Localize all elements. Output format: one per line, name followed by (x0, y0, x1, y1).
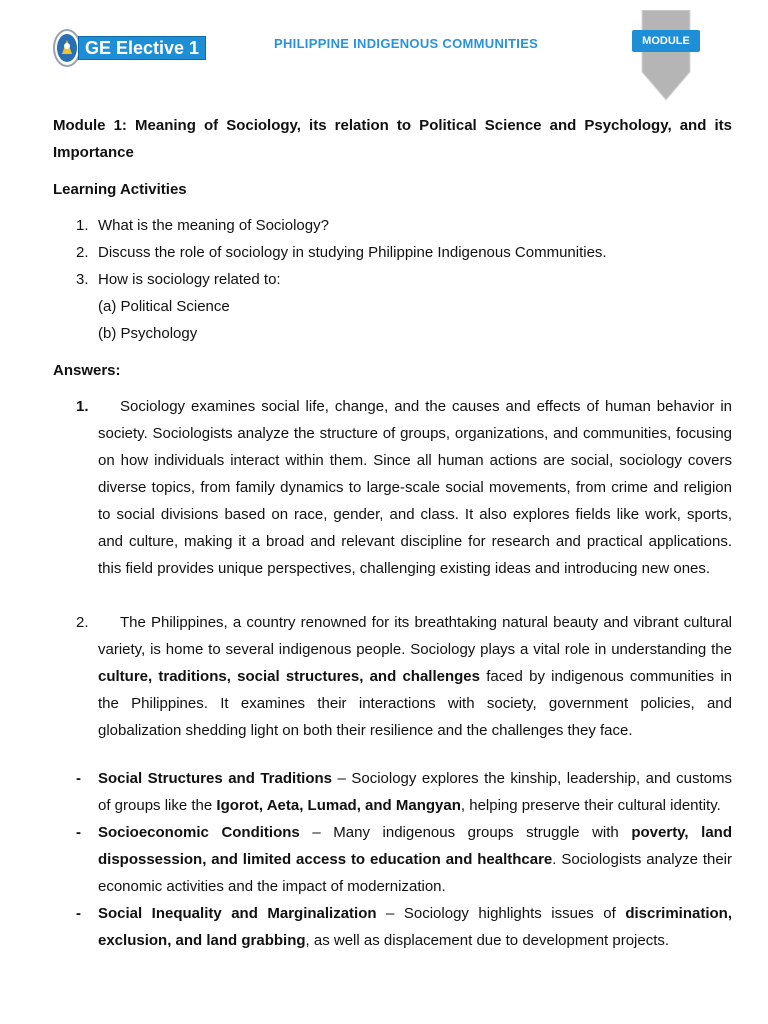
bullet-title: Social Structures and Traditions (98, 770, 333, 787)
answer-1 (53, 393, 732, 582)
answer-number: 2. (76, 614, 89, 631)
bullet-title: Social Inequality and Marginalization (98, 905, 377, 922)
sub-item-text: (b) Psychology (98, 325, 198, 342)
list-item (53, 239, 732, 266)
learning-activities-heading: Learning Activities (53, 181, 187, 198)
sub-item-text: (a) Political Science (98, 298, 230, 315)
list-item (53, 266, 732, 293)
bullet-text: , as well as displacement due to development projects. (305, 932, 670, 949)
bullet-text: – Sociology highlights issues of (386, 905, 616, 922)
answer-text: faced by indigenous communities in the Philippines. It examines their interactions with society, government policies, and globalization shedding light on both their resilience and the challenges they face. (98, 668, 732, 739)
bullet-text: – Sociology explores the kinship, leadership, and customs of groups like the (98, 770, 733, 814)
answer-2 (53, 609, 732, 744)
sub-item (53, 293, 732, 320)
list-number: 3. (76, 271, 89, 288)
bullet-item (53, 819, 732, 900)
document-body (53, 112, 732, 954)
page-header (0, 0, 768, 105)
answer-text: Sociology examines social life, change, and the causes and effects of human behavior in society. Sociologists analyze the structure of groups, organizations, and communities, focusing on how individuals interact within them. Since all human actions are social, sociology covers diverse topics, from family dynamics to large-scale social movements, from crime and religion to social divisions based on race, gender, and class. It also explores fields like work, sports, and culture, making it a broad and relevant discipline for research and practical applications. this field provides unique perspectives, challenging existing ideas and introducing new ones. (98, 398, 732, 577)
badge-arrow-icon (632, 10, 700, 102)
answers-heading: Answers: (53, 362, 121, 379)
module-badge (632, 10, 700, 102)
bullet-text: . Sociologists analyze their economic activities and the impact of modernization. (98, 851, 732, 895)
sub-item (53, 320, 732, 347)
bullet-item (53, 765, 732, 819)
bullet-emphasis: discrimination, exclusion, and land grabbing (98, 905, 732, 949)
answer-emphasis: culture, traditions, social structures, and challenges (98, 668, 480, 685)
list-number: 2. (76, 244, 89, 261)
learning-activities-list (53, 212, 732, 347)
bullet-item (53, 900, 732, 954)
list-item (53, 212, 732, 239)
list-text: Discuss the role of sociology in studying Philippine Indigenous Communities. (98, 244, 607, 261)
course-logo (52, 28, 212, 72)
module-title: Module 1: Meaning of Sociology, its relation to Political Science and Psychology, and its Importance (53, 117, 732, 161)
bullet-emphasis: poverty, land dispossession, and limited access to education and healthcare (98, 824, 732, 868)
bullet-text: – Many indigenous groups struggle with (312, 824, 619, 841)
badge-label: MODULE (632, 30, 700, 52)
answer-number: 1. (76, 398, 89, 415)
bullet-list (53, 765, 732, 954)
bullet-title: Socioeconomic Conditions (98, 824, 300, 841)
bullet-emphasis: Igorot, Aeta, Lumad, and Mangyan (216, 797, 461, 814)
list-text: How is sociology related to: (98, 271, 281, 288)
bullet-dash: - (76, 905, 81, 922)
list-text: What is the meaning of Sociology? (98, 217, 329, 234)
logo-text: GE Elective 1 (78, 36, 206, 60)
bullet-text: , helping preserve their cultural identity. (460, 797, 721, 814)
header-title: PHILIPPINE INDIGENOUS COMMUNITIES (274, 36, 539, 51)
answer-text: The Philippines, a country renowned for its breathtaking natural beauty and vibrant cultural variety, is home to several indigenous people. Sociology plays a vital role in understanding the (98, 614, 732, 658)
bullet-dash: - (76, 770, 81, 787)
list-number: 1. (76, 217, 89, 234)
bullet-dash: - (76, 824, 81, 841)
